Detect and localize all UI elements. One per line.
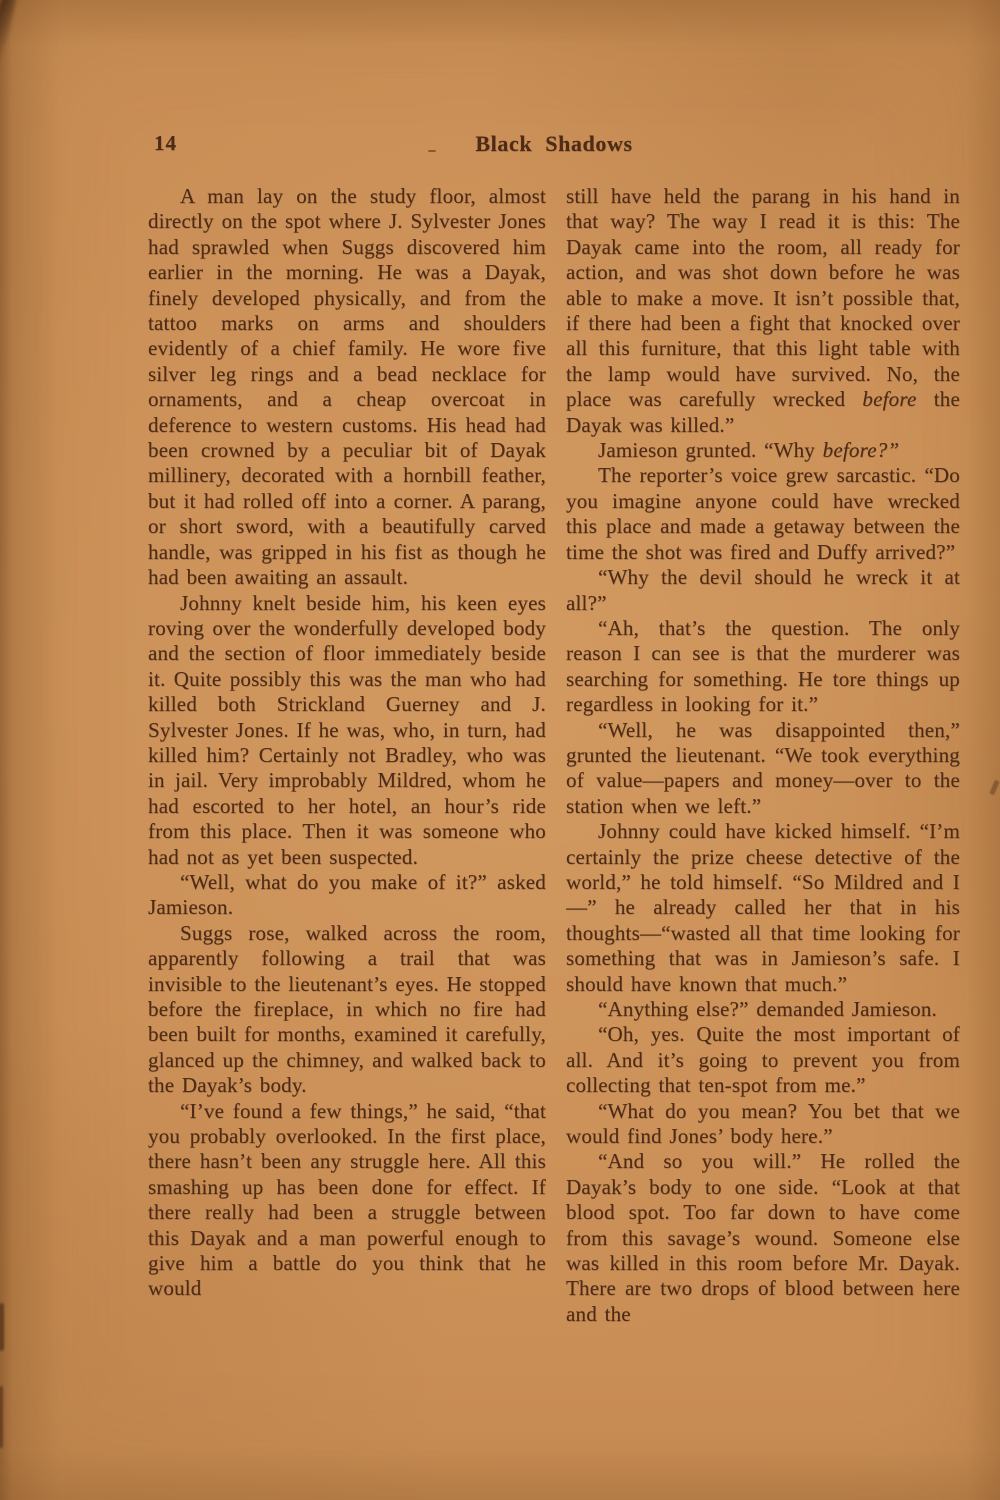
text-run: “Ah, that’s the question. The only reason I can see is that the murderer was searching for something. He tore things up regardless in looking for it.” [566,615,960,717]
text-run: “Well, he was disappointed then,” grunted the lieutenant. “We took everything of value—papers and money—over to the station when we left.” [566,717,960,818]
text-run: “Why the devil should he wreck it at all?” [566,565,960,615]
text-run: “Well, what do you make of it?” asked Jamieson. [148,869,546,920]
text-run: Johnny could have kicked himself. “I’m certainly the prize cheese detective of the world,” he told himself. “So Mildred and I—” he already called her that in his thoughts—“wasted all that time looking for something that was in Jamieson’s safe. I should have known that much.” [566,819,960,996]
text-columns [148,184,960,1414]
paragraph [148,870,546,921]
paragraph [148,184,546,591]
text-run: “Oh, yes. Quite the most important of all. And it’s going to prevent you from collecting that ten-spot from me.” [566,1022,960,1098]
page-number: 14 [154,131,177,155]
text-run: “What do you mean? You bet that we would find Jones’ body here.” [566,1098,960,1149]
text-run: “Anything else?” demanded Jamieson. [598,997,937,1021]
left-edge-mark [0,1303,4,1351]
book-title-running-head: Black Shadows [475,131,633,156]
paragraph [148,591,546,870]
text-run: “And so you will.” He rolled the Dayak’s body to one side. “Look at that blood spot. Too far down to have come from this savage’s wound. Someone else was killed in this room before Mr. Dayak. There are two drops of blood between here and the [566,1149,960,1326]
binding-shadow-mark [0,0,23,108]
paragraph [148,1099,546,1302]
text-run: Johnny knelt beside him, his keen eyes roving over the wonderfully developed body and the section of floor immediately beside it. Quite possibly this was the man who had killed both Strickland Guerney and J. Sylvester Jones. If he was, who, in turn, had killed him? Certainly not Bradley, who was in jail. Very improbably Mildred, whom he had escorted to her hotel, an hour’s ride from this place. Then it was someone who had not as yet been suspected. [148,590,546,869]
paragraph [566,1149,960,1327]
italic-text-run: before [862,387,917,412]
text-run: Jamieson grunted. “Why [598,438,823,463]
paragraph [566,438,960,463]
paragraph [566,565,960,616]
text-run: still have held the parang in his hand in that way? The way I read it is this: The Dayak came into the room, all ready for action, and was shot down before he was able to make a move. It isn’t possible that, if there had been a fight that knocked over all this furniture, that this light table with the lamp would have survived. No, the place was carefully wrecked [566,184,960,412]
left-edge-mark [0,1386,3,1448]
column-right [566,184,960,1409]
text-run: “I’ve found a few things,” he said, “that you probably overlooked. In the first place, there hasn’t been any struggle here. All this smashing up has been done for effect. If there really had been a struggle between this Dayak and a man powerful enough to give him a battle do you think that he would [148,1098,546,1301]
paragraph [566,616,960,718]
paragraph [566,1099,960,1150]
paragraph [566,819,960,997]
paragraph [566,718,960,820]
right-edge-mark [989,780,999,796]
text-run: the Dayak was killed.” [566,387,960,437]
text-run: The reporter’s voice grew sarcastic. “Do you imagine anyone could have wrecked this place and made a getaway between the time the shot was fired and Duffy arrived?” [566,463,960,564]
italic-text-run: before?” [822,438,900,463]
paragraph [566,1022,960,1098]
paragraph [566,463,960,565]
paragraph [566,997,960,1022]
paragraph [566,184,960,438]
column-left [148,184,546,1409]
running-head [148,131,960,161]
text-run: A man lay on the study floor, almost directly on the spot where J. Sylvester Jones had sprawled when Suggs discovered him earlier in the morning. He was a Dayak, finely developed physically, and from the tattoo marks on arms and shoulders evidently of a chief family. He wore five silver leg rings and a bead necklace for ornaments, and a cheap overcoat in deference to western customs. His head had been crowned by a peculiar bit of Dayak millinery, decorated with a hornbill feather, but it had rolled off into a corner. A parang, or short sword, with a beautifully carved handle, was gripped in his fist as though he had been awaiting an assault. [148,184,546,590]
paragraph [148,921,546,1099]
text-run: Suggs rose, walked across the room, apparently following a trail that was invisible to the lieutenant’s eyes. He stopped before the fireplace, in which no fire had been built for months, examined it carefully, glanced up the chimney, and walked back to the Dayak’s body. [148,920,546,1098]
